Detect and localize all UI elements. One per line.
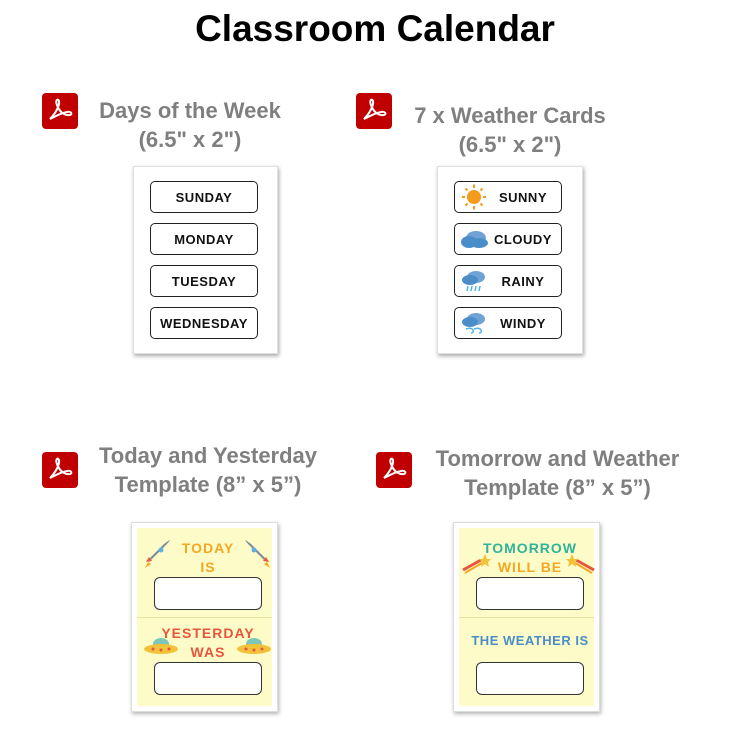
pdf-icon[interactable] [42, 93, 78, 129]
day-card: WEDNESDAY [150, 307, 258, 339]
was-label: WAS [190, 644, 226, 660]
pdf-icon[interactable] [376, 452, 412, 488]
weather-cards-preview[interactable] [437, 166, 583, 354]
section-label-today-yesterday: Today and Yesterday Template (8” x 5”) [98, 443, 318, 497]
yesterday-write-box[interactable] [154, 662, 262, 695]
divider [137, 617, 272, 618]
weather-card [454, 223, 562, 255]
today-yesterday-template-preview[interactable] [131, 522, 278, 712]
tomorrow-weather-template-preview[interactable] [453, 522, 600, 712]
tomorrow-label: TOMORROW [482, 540, 578, 556]
cloud-icon [459, 226, 489, 252]
weather-write-box[interactable] [476, 662, 584, 695]
yesterday-label: YESTERDAY [161, 625, 255, 641]
divider [459, 617, 594, 618]
pdf-icon[interactable] [42, 452, 78, 488]
today-label: TODAY [181, 540, 235, 556]
weather-card [454, 307, 562, 339]
will-be-label: WILL BE [497, 559, 563, 575]
weather-card-label: WINDY [500, 315, 546, 331]
weather-card [454, 181, 562, 213]
wind-cloud-icon [459, 310, 489, 336]
weather-label: THE WEATHER IS [471, 633, 589, 648]
sun-icon [459, 184, 489, 210]
section-label-days: Days of the Week (6.5" x 2") [99, 98, 281, 152]
rain-cloud-icon [459, 268, 489, 294]
day-card: MONDAY [150, 223, 258, 255]
day-card: SUNDAY [150, 181, 258, 213]
weather-card-label: RAINY [501, 273, 545, 289]
section-label-tomorrow-weather: Tomorrow and Weather Template (8” x 5”) [435, 446, 680, 500]
weather-card-label: CLOUDY [494, 231, 552, 247]
day-card: TUESDAY [150, 265, 258, 297]
page-title: Classroom Calendar [195, 8, 555, 49]
section-label-weather: 7 x Weather Cards (6.5" x 2") [414, 103, 606, 157]
weather-card [454, 265, 562, 297]
today-write-box[interactable] [154, 577, 262, 610]
is-label: IS [200, 559, 216, 575]
weather-card-label: SUNNY [498, 189, 547, 205]
tomorrow-write-box[interactable] [476, 577, 584, 610]
pdf-icon[interactable] [356, 93, 392, 129]
days-of-week-preview[interactable] [133, 166, 278, 354]
